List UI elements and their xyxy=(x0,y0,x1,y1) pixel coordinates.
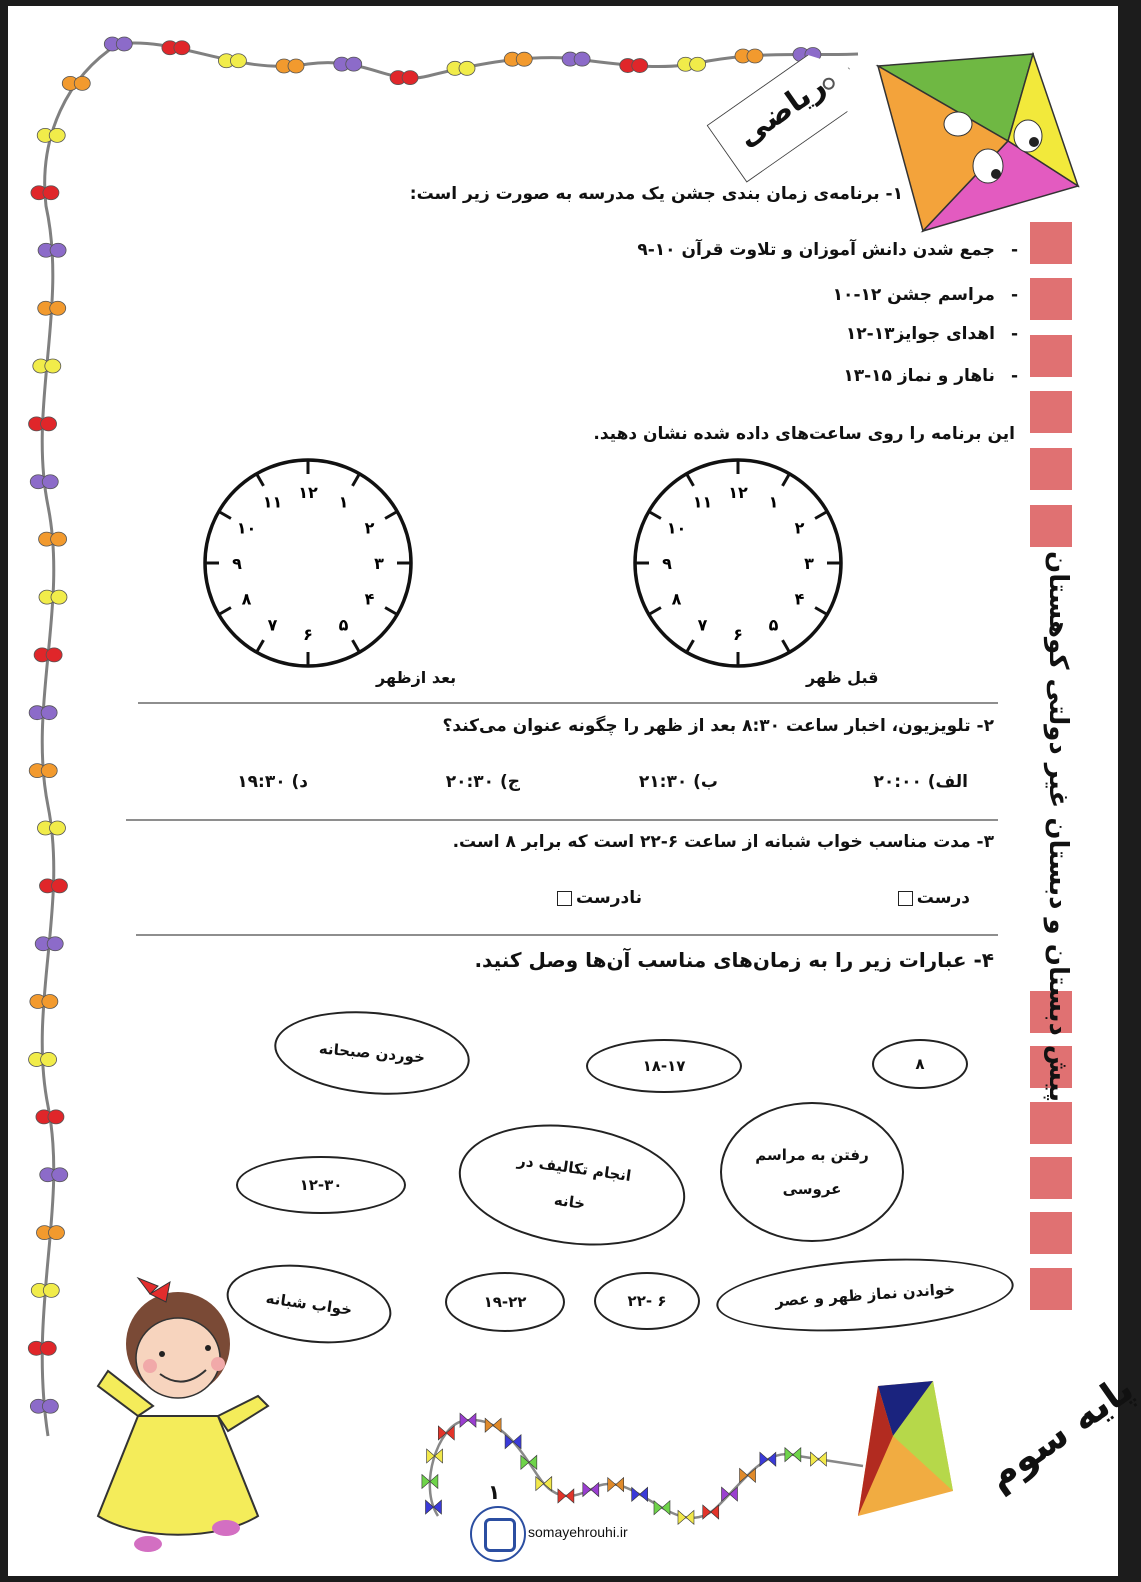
bow-decoration xyxy=(447,61,475,75)
bow-decoration xyxy=(29,417,57,431)
tail-bow-decoration xyxy=(654,1501,670,1515)
clock-number: ۱۰ xyxy=(236,518,257,538)
clock-afternoon[interactable] xyxy=(198,453,418,673)
tail-bow-decoration xyxy=(485,1418,501,1432)
oval-time-12-30[interactable]: ۱۲-۳۰ xyxy=(236,1156,406,1214)
tail-bow-decoration xyxy=(785,1448,801,1462)
clock-number: ۸ xyxy=(241,589,252,609)
option-value: ۱۹:۳۰ xyxy=(237,772,286,792)
tail-bow-decoration xyxy=(760,1452,776,1466)
false-checkbox[interactable] xyxy=(557,891,572,906)
q1-item xyxy=(843,366,1018,386)
q1-title: ۱- برنامه‌ی زمان بندی جشن یک مدرسه به صورت زیر است: xyxy=(409,184,903,204)
clock-number: ۹ xyxy=(232,554,242,573)
tail-bow-decoration xyxy=(608,1478,624,1492)
tail-bow-decoration xyxy=(427,1449,443,1463)
true-label: درست xyxy=(916,888,970,908)
bow-decoration xyxy=(30,994,58,1008)
clock-number: ۹ xyxy=(662,554,672,573)
bow-decoration xyxy=(29,706,57,720)
divider xyxy=(138,702,998,704)
bow-decoration xyxy=(35,937,63,951)
bow-decoration xyxy=(36,1226,64,1240)
option-letter: ج) xyxy=(499,772,520,792)
tail-bow-decoration xyxy=(505,1435,521,1449)
side-square xyxy=(1030,1212,1072,1254)
bow-decoration xyxy=(29,764,57,778)
side-square xyxy=(1030,1157,1072,1199)
bow-decoration xyxy=(218,54,246,68)
q1-item-bullet: - xyxy=(1010,366,1018,386)
page-number: ۱ xyxy=(488,1480,501,1504)
clock-afternoon-label: بعد ازظهر xyxy=(376,668,457,687)
oval-homework[interactable]: انجام تکالیف در خانه xyxy=(451,1111,693,1260)
worksheet-page xyxy=(8,6,1141,1576)
side-square xyxy=(1030,505,1072,547)
bow-decoration xyxy=(39,879,67,893)
bow-decoration xyxy=(30,1399,58,1413)
bow-decoration xyxy=(39,590,67,604)
oval-time-19-22[interactable]: ۱۹-۲۲ xyxy=(445,1272,565,1332)
bow-decoration xyxy=(62,76,90,90)
clock-number: ۷ xyxy=(697,615,708,635)
tail-bow-decoration xyxy=(536,1477,552,1491)
clock-number: ۶ xyxy=(303,625,313,644)
website-link[interactable]: somayehrouhi.ir xyxy=(528,1524,628,1540)
oval-breakfast[interactable]: خوردن صبحانه xyxy=(271,1004,473,1103)
bow-decoration xyxy=(38,243,66,257)
option-letter: الف) xyxy=(927,772,968,792)
bow-decoration xyxy=(34,648,62,662)
oval-time-18-17[interactable]: ۱۸-۱۷ xyxy=(586,1039,742,1093)
clock-number: ۷ xyxy=(267,615,278,635)
side-square xyxy=(1030,222,1072,264)
bow-decoration xyxy=(37,821,65,835)
clock-number: ۱۱ xyxy=(262,492,283,512)
false-label: نادرست xyxy=(576,888,642,908)
tail-bow-decoration xyxy=(722,1487,738,1501)
bow-decoration xyxy=(36,1110,64,1124)
bow-decoration xyxy=(735,49,763,63)
q1-item xyxy=(833,285,1018,305)
clock-before-noon-label: قبل ظهر xyxy=(806,668,879,687)
subject-tag-label: ریاضی xyxy=(730,68,833,155)
tail-bow-decoration xyxy=(810,1452,826,1466)
q1-item xyxy=(637,240,1018,260)
side-square xyxy=(1030,278,1072,320)
bow-decoration xyxy=(276,59,304,73)
clock-number: ۳ xyxy=(374,554,384,573)
bow-decoration xyxy=(678,57,706,71)
q4-title: ۴- عبارات زیر را به زمان‌های مناسب آن‌ها وصل کنید. xyxy=(474,948,994,972)
clock-number: ۸ xyxy=(671,589,682,609)
bow-decoration xyxy=(39,532,67,546)
clock-number: ۱۲ xyxy=(728,483,748,502)
bow-decoration xyxy=(162,41,190,55)
divider xyxy=(126,819,998,821)
bow-decoration xyxy=(29,1052,57,1066)
tail-bow-decoration xyxy=(583,1483,599,1497)
q1-item-bullet: - xyxy=(1010,285,1018,305)
q3-true-option[interactable] xyxy=(894,888,970,908)
q1-item-text: اهدای جوایز۱۳-۱۲ xyxy=(845,324,995,344)
girl-illustration xyxy=(78,1266,278,1566)
side-square xyxy=(1030,335,1072,377)
oval-sleep[interactable]: خواب شبانه xyxy=(222,1255,397,1353)
clock-number: ۲ xyxy=(364,518,375,538)
true-checkbox[interactable] xyxy=(898,891,913,906)
q1-item-text: ناهار و نماز ۱۵-۱۳ xyxy=(843,366,995,386)
site-logo xyxy=(470,1506,526,1562)
bow-decoration xyxy=(390,71,418,85)
q1-item-text: مراسم جشن ۱۲-۱۰ xyxy=(832,285,995,305)
q3-title: ۳- مدت مناسب خواب شبانه از ساعت ۶-۲۲ است که برابر ۸ است. xyxy=(452,832,994,852)
clock-number: ۱۰ xyxy=(666,518,687,538)
tail-bow-decoration xyxy=(703,1505,719,1519)
bow-decoration xyxy=(28,1341,56,1355)
tail-bow-decoration xyxy=(425,1500,441,1514)
tail-bow-decoration xyxy=(740,1468,756,1482)
q1-item xyxy=(846,324,1018,344)
q1-item-bullet: - xyxy=(1010,240,1018,260)
q2-option-c[interactable] xyxy=(446,772,520,792)
tail-bow-decoration xyxy=(558,1489,574,1503)
oval-time-8[interactable]: ۸ xyxy=(872,1039,968,1089)
side-square xyxy=(1030,1102,1072,1144)
q1-instruction: این برنامه را روی ساعت‌های داده شده نشان دهید. xyxy=(593,424,1015,444)
option-value: ۲۰:۳۰ xyxy=(445,772,495,792)
oval-time-22-6[interactable]: ۶ -۲۲ xyxy=(594,1272,700,1330)
bow-decoration xyxy=(31,1283,59,1297)
clock-number: ۵ xyxy=(768,615,779,635)
bow-decoration xyxy=(504,52,532,66)
bow-decoration xyxy=(104,37,132,51)
bow-decoration xyxy=(40,1168,68,1182)
clock-number: ۱۱ xyxy=(692,492,713,512)
school-name-vertical: پیش دبستان و دبستان غیر دولتی کوهستان xyxy=(1043,551,1073,1103)
option-value: ۲۱:۳۰ xyxy=(638,772,688,792)
q2-title: ۲- تلویزیون، اخبار ساعت ۸:۳۰ بعد از ظهر را چگونه عنوان می‌کند؟ xyxy=(442,716,994,736)
q2-option-a[interactable] xyxy=(874,772,968,792)
tail-bow-decoration xyxy=(460,1413,476,1427)
bow-decoration xyxy=(562,52,590,66)
bow-decoration xyxy=(37,128,65,142)
clock-number: ۲ xyxy=(794,518,805,538)
clock-number: ۶ xyxy=(733,625,743,644)
oval-prayer[interactable]: خواندن نماز ظهر و عصر xyxy=(714,1250,1016,1341)
side-square xyxy=(1030,448,1072,490)
q1-item-bullet: - xyxy=(1010,324,1018,344)
tail-bow-decoration xyxy=(632,1487,648,1501)
bow-decoration xyxy=(620,59,648,73)
clock-number: ۴ xyxy=(794,589,805,609)
bow-decoration xyxy=(31,186,59,200)
side-square xyxy=(1030,1268,1072,1310)
tail-bow-decoration xyxy=(521,1455,537,1469)
grade-label: پایه سوم xyxy=(978,1366,1141,1499)
q1-item-text: جمع شدن دانش آموزان و تلاوت قرآن ۱۰-۹ xyxy=(637,240,995,260)
bow-decoration xyxy=(30,475,58,489)
clock-number: ۴ xyxy=(364,589,375,609)
option-value: ۲۰:۰۰ xyxy=(873,772,922,792)
tail-bow-decoration xyxy=(438,1426,454,1440)
bow-decoration xyxy=(38,301,66,315)
divider xyxy=(136,934,998,936)
bow-decoration xyxy=(33,359,61,373)
tail-bow-decoration xyxy=(678,1510,694,1524)
clock-number: ۱۲ xyxy=(298,483,318,502)
q2-option-b[interactable] xyxy=(639,772,718,792)
q3-false-option[interactable] xyxy=(553,888,642,908)
q2-option-d[interactable] xyxy=(237,772,308,792)
side-square xyxy=(1030,391,1072,433)
clock-number: ۱ xyxy=(338,492,349,512)
bow-decoration xyxy=(334,57,362,71)
option-letter: ب) xyxy=(693,772,718,792)
option-letter: د) xyxy=(291,772,308,792)
clock-before-noon[interactable] xyxy=(628,453,848,673)
clock-number: ۱ xyxy=(768,492,779,512)
kite-illustration xyxy=(858,46,1098,246)
oval-wedding[interactable]: رفتن به مراسم عروسی xyxy=(720,1102,904,1242)
clock-number: ۳ xyxy=(804,554,814,573)
clock-number: ۵ xyxy=(338,615,349,635)
